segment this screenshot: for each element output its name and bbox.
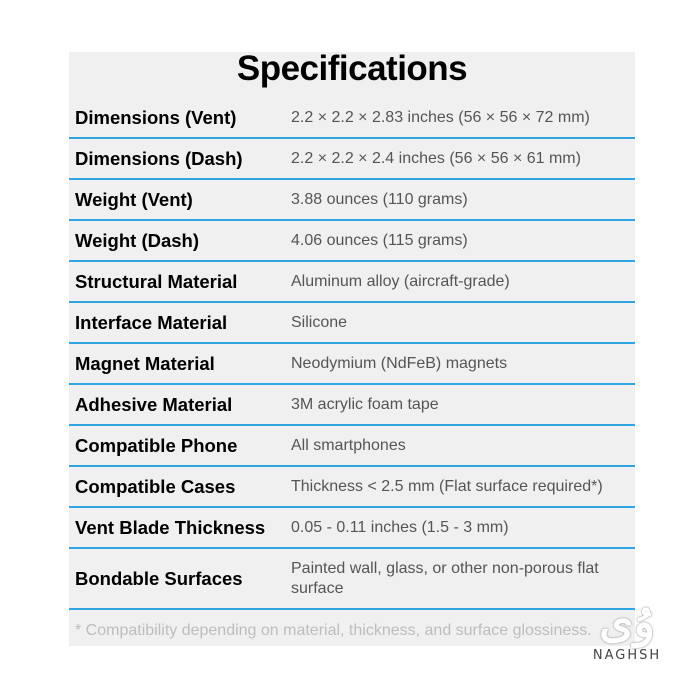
watermark-text: NAGHSH	[592, 648, 662, 663]
row-value: Thickness < 2.5 mm (Flat surface required*)	[291, 477, 603, 495]
row-value: 3M acrylic foam tape	[291, 395, 439, 413]
row-value: 3.88 ounces (110 grams)	[291, 190, 468, 208]
row-value: All smartphones	[291, 436, 406, 454]
spec-table	[69, 98, 635, 610]
row-label: Weight (Vent)	[75, 188, 193, 210]
table-row	[69, 426, 635, 467]
page-title: Specifications	[236, 49, 468, 88]
row-label: Magnet Material	[75, 352, 215, 374]
row-label: Adhesive Material	[75, 393, 233, 415]
row-label: Dimensions (Dash)	[75, 147, 243, 169]
table-row	[69, 221, 635, 262]
row-label: Vent Blade Thickness	[75, 516, 266, 538]
table-row	[69, 180, 635, 221]
row-value: Painted wall, glass, or other non-porous flat surface	[291, 559, 599, 597]
table-row	[69, 303, 635, 344]
row-value: Silicone	[291, 313, 348, 331]
table-row	[69, 262, 635, 303]
table-row	[69, 139, 635, 180]
row-label: Compatible Phone	[75, 434, 238, 456]
table-row	[69, 344, 635, 385]
spec-panel	[69, 49, 635, 646]
watermark-logo	[572, 598, 682, 670]
table-row	[69, 467, 635, 508]
row-value: 2.2 × 2.2 × 2.83 inches (56 × 56 × 72 mm)	[291, 108, 590, 126]
table-row	[69, 549, 635, 610]
row-value: Aluminum alloy (aircraft-grade)	[291, 272, 510, 290]
table-row	[69, 385, 635, 426]
row-label: Dimensions (Vent)	[75, 106, 237, 128]
row-value: 2.2 × 2.2 × 2.4 inches (56 × 56 × 61 mm)	[291, 149, 581, 167]
watermark-logo-icon: وُی	[599, 598, 655, 647]
row-label: Compatible Cases	[75, 475, 236, 497]
table-row	[69, 508, 635, 549]
row-value: 4.06 ounces (115 grams)	[291, 231, 468, 249]
row-label: Structural Material	[75, 270, 238, 292]
footnote: * Compatibility depending on material, thickness, and surface glossiness.	[75, 622, 592, 639]
table-row	[69, 98, 635, 139]
row-label: Interface Material	[75, 311, 228, 333]
row-value: Neodymium (NdFeB) magnets	[291, 354, 508, 372]
row-label: Bondable Surfaces	[75, 567, 243, 589]
row-label: Weight (Dash)	[75, 229, 200, 251]
row-value: 0.05 - 0.11 inches (1.5 - 3 mm)	[291, 518, 509, 536]
